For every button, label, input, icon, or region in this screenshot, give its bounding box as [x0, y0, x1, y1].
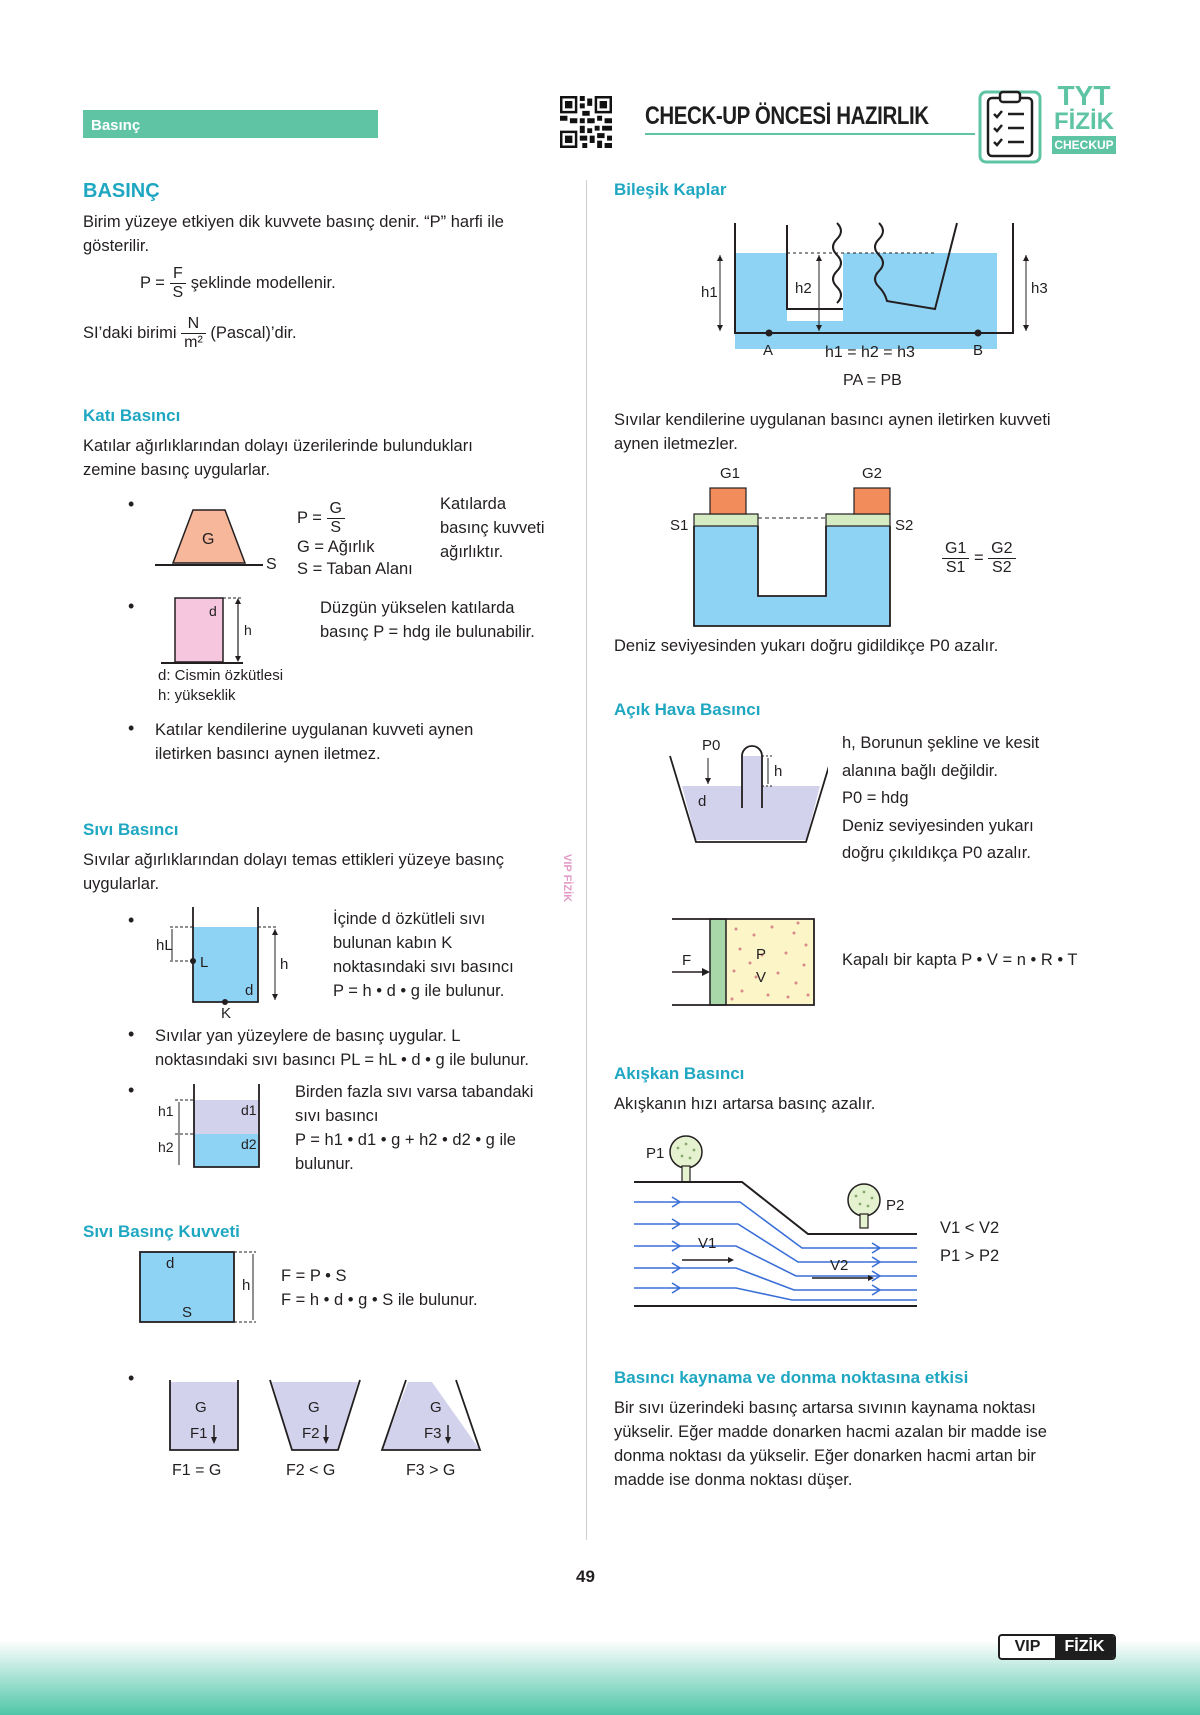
legend-h: h: yükseklik — [158, 687, 236, 704]
bilesik-transmit-line2: aynen iletmezler. — [614, 435, 738, 453]
fraction-num: G2 — [988, 540, 1015, 559]
sivi-desc-line4: P = h • d • g ile bulunur. — [333, 982, 505, 1000]
a-label: A — [763, 342, 774, 359]
fraction-num: G — [327, 500, 345, 519]
sivi-side-line1: Sıvılar yan yüzeylere de basınç uygular. L — [155, 1027, 461, 1045]
gas-cylinder-figure — [670, 915, 820, 1010]
kati-prism-figure — [155, 592, 265, 667]
bottom-channel — [758, 596, 826, 626]
vip-logo-right: FİZİK — [1055, 1636, 1114, 1658]
ratio-fraction-2 — [988, 540, 1015, 577]
basinc-formula — [140, 265, 336, 302]
si-unit — [83, 315, 297, 352]
acik-title: Açık Hava Basıncı — [614, 700, 761, 719]
g2-label: G2 — [862, 465, 883, 482]
si-unit-fraction — [181, 315, 206, 352]
acik-note-4: Deniz seviyesinden yukarı — [842, 816, 1034, 835]
akiskan-r1: V1 < V2 — [940, 1219, 1000, 1237]
si-unit-text: SI’daki birimi — [83, 323, 177, 342]
bullet: • — [128, 1080, 135, 1100]
basinc-formula-fraction — [170, 265, 187, 302]
legend-d: d: Cismin özkütlesi — [158, 667, 284, 684]
si-unit-tail: (Pascal)’dir. — [210, 323, 297, 342]
sivi-intro-line1: Sıvılar ağırlıklarından dolayı temas ettikleri yüzeye basınç — [83, 851, 504, 869]
fig-l-label: L — [200, 954, 209, 971]
bullet: • — [128, 1368, 135, 1388]
brand-logo — [1052, 82, 1116, 154]
bullet: • — [128, 596, 135, 616]
c2-rel: F2 < G — [286, 1462, 336, 1479]
brand-checkup: CHECKUP — [1052, 136, 1116, 154]
fig-d-label: d — [245, 982, 254, 999]
qr-code-icon[interactable] — [560, 96, 612, 148]
h-label: h — [774, 763, 783, 780]
c1-rel: F1 = G — [172, 1462, 222, 1479]
pascal-ratio: $\frac{G1}{S1}$ = $\frac{G2}{S2}$ — [942, 540, 1016, 577]
c3-rel: F3 > G — [406, 1462, 456, 1479]
sivi-desc-line1: İçinde d özkütleli sıvı — [333, 910, 486, 928]
column-divider — [586, 180, 587, 1540]
venturi-figure — [632, 1126, 942, 1316]
brand-tyt: TYT — [1057, 80, 1111, 111]
gauge-1 — [670, 1136, 702, 1182]
kuvvet-line2: F = h • d • g • S ile bulunur. — [281, 1291, 478, 1309]
bullet: • — [128, 1024, 135, 1044]
eq2-label: PA = PB — [843, 372, 902, 389]
arrow-head-up — [235, 598, 241, 604]
fraction-num: G1 — [942, 540, 969, 559]
fig-h-label: h — [242, 1277, 251, 1294]
fig-g-label: G — [202, 531, 215, 548]
basinc-formula-lhs: P = — [140, 273, 165, 292]
kati-p-formula — [297, 500, 345, 537]
bullet: • — [128, 910, 135, 930]
kuvvet-containers-figure — [160, 1378, 500, 1480]
fig-hl-label: hL — [156, 937, 173, 954]
eq1-label: h1 = h2 = h3 — [825, 344, 915, 361]
arrow-head-down — [272, 994, 278, 1000]
s2-label: S2 — [895, 517, 914, 534]
fig-s-label: S — [182, 1304, 193, 1321]
p0-label: P0 — [702, 737, 721, 754]
akiskan-title: Akışkan Basıncı — [614, 1064, 745, 1083]
acik-note-3: P0 = hdg — [842, 789, 909, 807]
sivi-multi-line4: bulunur. — [295, 1155, 354, 1173]
kaynama-line4: madde ise donma noktası düşer. — [614, 1471, 853, 1489]
point-l — [190, 958, 196, 964]
acik-note-2: alanına bağlı değildir. — [842, 761, 998, 780]
vip-logo-left: VIP — [1000, 1636, 1055, 1658]
piston-2 — [826, 514, 890, 526]
kati-bullet3-line1: Katılar kendilerine uygulanan kuvveti aynen — [155, 721, 474, 739]
fraction-den: S1 — [945, 559, 966, 576]
acik-note-5: doğru çıkıldıkça P0 azalır. — [842, 844, 1031, 862]
sivi-multi-line3: P = h1 • d1 • g + h2 • d2 • g ile — [295, 1131, 516, 1149]
bilesik-transmit-line1: Sıvılar kendilerine uygulanan basıncı aynen iletirken kuvveti — [614, 411, 1051, 429]
basinc-definition — [83, 210, 583, 258]
brand-fizik: FİZİK — [1054, 108, 1114, 135]
fraction-den: S — [172, 284, 184, 301]
sivi-multi-line1: Birden fazla sıvı varsa tabandaki — [295, 1083, 534, 1101]
d-label: d — [698, 793, 707, 810]
sivi-desc-line3: noktasındaki sıvı basıncı — [333, 958, 514, 976]
kati-legend — [158, 666, 283, 706]
gas-region — [726, 919, 814, 1005]
sivi-intro-line2: uygularlar. — [83, 875, 160, 893]
basinc-formula-text: şeklinde modellenir. — [190, 273, 336, 292]
fraction-den: S2 — [992, 559, 1012, 576]
fig-d-label: d — [209, 603, 217, 619]
kati-title: Katı Basıncı — [83, 406, 181, 425]
fig-h1-label: h1 — [158, 1103, 174, 1119]
kati-uniform-line1: Düzgün yükselen katılarda — [320, 599, 515, 617]
page-number: 49 — [576, 1567, 595, 1586]
p-label: P — [756, 946, 767, 963]
clipboard-checklist-icon — [978, 84, 1042, 164]
kati-bullet3-line2: iletirken basıncı aynen iletmez. — [155, 745, 381, 763]
left-column — [694, 526, 758, 626]
kati-uniform — [320, 596, 535, 644]
sivi-desc-line2: bulunan kabın K — [333, 934, 453, 952]
basinc-def-line2: gösterilir. — [83, 237, 150, 255]
kati-p-lhs: P = — [297, 508, 322, 527]
c1-f: F1 — [190, 1425, 208, 1442]
point-a — [766, 330, 773, 337]
weight-1 — [710, 488, 746, 514]
c1-g: G — [195, 1399, 207, 1416]
kuvvet-formulas — [281, 1264, 478, 1312]
basinc-title: BASINÇ — [83, 180, 160, 202]
h3-label: h3 — [1031, 280, 1048, 297]
point-b — [975, 330, 982, 337]
container-3 — [382, 1380, 480, 1479]
fraction-num: F — [170, 265, 187, 284]
v2-label: V2 — [830, 1257, 849, 1274]
acik-note-1: h, Borunun şekline ve kesit — [842, 734, 1040, 752]
kaynama-line3: donma noktası da yükselir. Eğer donarken hacmi artan bir — [614, 1447, 1036, 1465]
ideal-gas-text: Kapalı bir kapta P • V = n • R • T — [842, 951, 1078, 969]
piston-1 — [694, 514, 758, 526]
inner-walls — [758, 526, 826, 596]
barometer-figure — [668, 728, 828, 848]
vip-fizik-logo — [998, 1634, 1116, 1660]
akiskan-relations — [940, 1214, 999, 1270]
right-column — [826, 526, 890, 626]
side-label: VIP FİZİK — [559, 850, 575, 906]
kati-uniform-line2: basınç P = hdg ile bulunabilir. — [320, 623, 535, 641]
kati-intro — [83, 434, 583, 482]
kati-note-line2: basınç kuvveti — [440, 519, 545, 537]
kati-note-line3: ağırlıktır. — [440, 543, 504, 561]
water — [735, 253, 997, 349]
sivi-container-figure — [150, 905, 300, 1020]
kuvvet-line1: F = P • S — [281, 1267, 347, 1285]
sivi-multi-line2: sıvı basıncı — [295, 1107, 379, 1125]
sivi-layers-figure — [155, 1082, 275, 1170]
kaynama-title: Basıncı kaynama ve donma noktasına etkisi — [614, 1368, 969, 1387]
tube-liquid — [742, 756, 762, 796]
sivi-multi — [295, 1080, 533, 1176]
kaynama-line1: Bir sıvı üzerindeki basınç artarsa sıvının kaynama noktası — [614, 1399, 1036, 1417]
p2-label: P2 — [886, 1197, 905, 1214]
kati-g-def: G = Ağırlık — [297, 538, 375, 556]
p1-label: P1 — [646, 1145, 665, 1162]
g1-label: G1 — [720, 465, 741, 482]
hydraulic-press-figure — [668, 460, 938, 632]
basinc-def-line1: Birim yüzeye etkiyen dik kuvvete basınç denir. “P” harfi ile — [83, 213, 504, 231]
kati-note — [440, 492, 545, 564]
bilesik-kaplar-figure — [695, 215, 1055, 395]
fig-h-label: h — [244, 622, 252, 638]
fig-d2-label: d2 — [241, 1136, 257, 1152]
kaynama-paragraph — [614, 1396, 1194, 1492]
f-label: F — [682, 952, 692, 969]
weight-2 — [854, 488, 890, 514]
c3-f: F3 — [424, 1425, 442, 1442]
akiskan-r2: P1 > P2 — [940, 1247, 1000, 1265]
bilesik-title: Bileşik Kaplar — [614, 180, 727, 199]
b-label: B — [973, 342, 984, 359]
sivi-desc — [333, 907, 514, 1003]
v-label: V — [756, 969, 767, 986]
fig-s-label: S — [266, 556, 277, 572]
arrow-head-up — [272, 929, 278, 935]
fig-d1-label: d1 — [241, 1102, 257, 1118]
s1-label: S1 — [670, 517, 689, 534]
kati-intro-line2: zemine basınç uygularlar. — [83, 461, 271, 479]
kuvvet-title: Sıvı Basınç Kuvveti — [83, 1222, 240, 1241]
sivi-side — [155, 1024, 529, 1072]
ratio-fraction-1 — [942, 540, 969, 577]
container-1 — [170, 1380, 238, 1479]
sivi-side-line2: noktasındaki sıvı basıncı PL = hL • d • g ile bulunur. — [155, 1051, 530, 1069]
fig-d-label: d — [166, 1255, 175, 1272]
c3-g: G — [430, 1399, 442, 1416]
sivi-title: Sıvı Basıncı — [83, 820, 179, 839]
topic-bar — [83, 110, 378, 138]
kati-note-line1: Katılarda — [440, 495, 507, 513]
kati-p-fraction — [327, 500, 345, 537]
topic-label: Basınç — [91, 117, 141, 134]
acik-notes — [842, 730, 1039, 868]
kati-trapezoid-figure — [155, 502, 285, 572]
kati-s-def: S = Taban Alanı — [297, 560, 413, 578]
arrow-head-down — [235, 656, 241, 662]
bullet: • — [128, 494, 135, 514]
container-2 — [270, 1380, 360, 1479]
piston — [710, 919, 726, 1005]
sivi-intro — [83, 848, 583, 896]
kuvvet-box-figure — [138, 1248, 268, 1326]
kati-bullet3 — [155, 718, 473, 766]
bullet: • — [128, 718, 135, 738]
fraction-num: N — [181, 315, 206, 334]
c2-f: F2 — [302, 1425, 320, 1442]
c2-g: G — [308, 1399, 320, 1416]
kati-intro-line1: Katılar ağırlıklarından dolayı üzerilerinde bulundukları — [83, 437, 473, 455]
h1-label: h1 — [701, 284, 718, 301]
bilesik-transmit — [614, 408, 1184, 456]
header-title: CHECK-UP ÖNCESİ HAZIRLIK — [645, 102, 929, 130]
fig-k-label: K — [221, 1005, 232, 1020]
sea-level-text: Deniz seviyesinden yukarı doğru gidildikçe P0 azalır. — [614, 637, 999, 655]
kaynama-line2: yükselir. Eğer madde donarken hacmi azalan bir madde ise — [614, 1423, 1047, 1441]
akiskan-line: Akışkanın hızı artarsa basınç azalır. — [614, 1095, 876, 1113]
fraction-den: m² — [184, 334, 203, 351]
fig-h2-label: h2 — [158, 1139, 174, 1155]
gauge-2 — [848, 1184, 880, 1228]
h2-label: h2 — [795, 280, 812, 297]
fraction-den: S — [330, 519, 342, 536]
v1-label: V1 — [698, 1235, 717, 1252]
header-underline — [645, 133, 975, 135]
fig-h-label: h — [280, 956, 289, 973]
